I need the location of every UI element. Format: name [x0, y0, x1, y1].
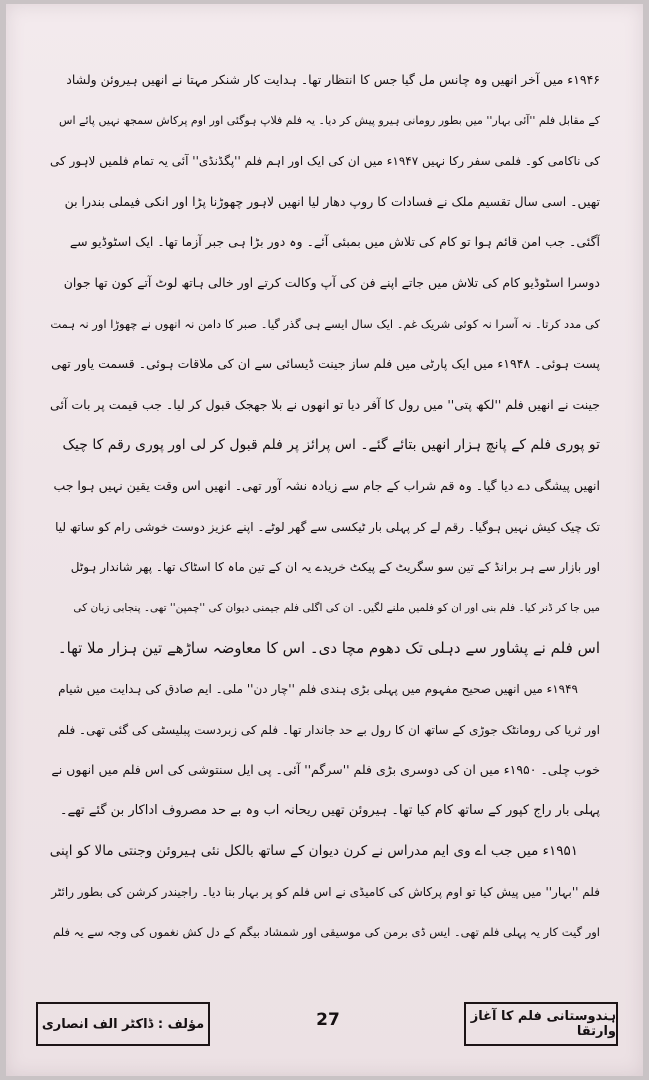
- body-line: پہلی بار راج کپور کے ساتھ کام کیا تھا۔ ہیروئن تھیں ریحانہ اب وہ بے حد مصروف اداکار بن گئے تھے۔: [59, 802, 600, 818]
- body-line: انھیں پیشگی دے دیا گیا۔ وہ قم شراب کے جام سے زیادہ نشہ آور تھی۔ انھیں اس وقت یقین نہیں ہوا جب: [53, 477, 600, 493]
- body-line: تک چیک کیش نہیں ہوگیا۔ رقم لے کر پہلی بار ٹیکسی سے گھر لوٹے۔ اپنے عزیز دوست خوشی رام کو ساتھ لیا: [55, 519, 600, 534]
- body-line: تھیں۔ اسی سال تقسیم ملک نے فسادات کا روپ دھار لیا انھیں لاہور چھوڑنا پڑا اور انکی فیملی بندرا بن: [64, 193, 600, 209]
- body-line: اور گیت کار یہ پہلی فلم تھی۔ ایس ڈی برمن کی موسیقی اور شمشاد بیگم کے دل کش نغموں کی وجہ سے یہ فلم: [53, 925, 600, 940]
- body-line: دوسرا اسٹوڈیو کام کی تلاش میں جاتے اپنے فن کی آپ وکالت کرتے اور خالی ہاتھ لوٹ آتے کون تھا جوان: [63, 274, 600, 290]
- book-page: [6, 4, 643, 1076]
- book-title-box: [464, 1002, 618, 1046]
- body-line: آگئی۔ جب امن قائم ہوا تو کام کی تلاش میں بمبئی آئے۔ وہ دور بڑا ہی جبر آزما تھا۔ ایک اسٹوڈیو سے: [69, 234, 600, 250]
- body-line: پست ہوئی۔ ۱۹۴۸ء میں ایک پارٹی میں فلم ساز جینت ڈیسائی سے ان کی ملاقات ہوئی۔ قسمت یاور تھی: [51, 356, 600, 372]
- body-text: [50, 60, 600, 953]
- author-credit: مؤلف : ڈاکٹر الف انصاری: [41, 1016, 205, 1032]
- body-line: ۱۹۴۹ء میں انھیں صحیح مفہوم میں پہلی بڑی ہندی فلم ''چار دن'' ملی۔ ایم صادق کی ہدایت میں شیام: [58, 681, 578, 696]
- body-line: کی ناکامی کو۔ فلمی سفر رکا نہیں ۱۹۴۷ء میں ان کی ایک اور اہم فلم ''پگڈنڈی'' آئی یہ تمام فلمیں لاہور کی: [50, 154, 600, 169]
- body-line: تو پوری فلم کے پانچ ہزار انھیں بتائے گئے۔ اس پرائز پر فلم قبول کر لی اور پوری رقم کا چیک: [62, 437, 600, 454]
- author-box: [36, 1002, 210, 1046]
- page-footer: [36, 1002, 618, 1050]
- body-line: کی مدد کرتا۔ نہ آسرا نہ کوئی شریک غم۔ ایک سال ایسے ہی گذر گیا۔ صبر کا دامن نہ انھوں نے چھوڑا اور نہ ہمت: [50, 316, 600, 331]
- body-line: اور ثریا کی رومانٹک جوڑی کے ساتھ ان کا رول بے حد جاندار تھا۔ فلم کی زبردست پبلیسٹی کی گئی تھی۔ فلم: [57, 722, 600, 737]
- body-line: کے مقابل فلم ''آئی بہار'' میں بطور رومانی ہیرو پیش کر دیا۔ یہ فلم فلاپ ہوگئی اور اوم پرکاش سمجھ نہیں پائے اس: [59, 113, 600, 127]
- body-line: اس فلم نے پشاور سے دہلی تک دھوم مچا دی۔ اس کا معاوضہ ساڑھے تین ہزار ملا تھا۔: [57, 639, 600, 658]
- body-line: میں جا کر ڈنر کیا۔ فلم بنی اور ان کو فلمیں ملنے لگیں۔ ان کی اگلی فلم جیمنی دیوان کی ''چمپن'' تھی۔ پنجابی زبان کی: [73, 601, 600, 614]
- body-line: خوب چلی۔ ۱۹۵۰ء میں ان کی دوسری بڑی فلم ''سرگم'' آئی۔ پی ایل سنتوشی کی اس فلم میں انھوں نے: [51, 762, 600, 778]
- body-line: فلم ''بہار'' میں پیش کیا تو اوم پرکاش کی کامیڈی نے اس فلم کو پر بہار بنا دیا۔ راجیندر کرشن کی بطور رائٹر: [51, 884, 600, 899]
- page-number: 27: [316, 1010, 340, 1030]
- body-line: ۱۹۵۱ء میں جب اے وی ایم مدراس نے کرن دیوان کے ساتھ بالکل نئی ہیروئن وجنتی مالا کو اپنی: [50, 843, 578, 860]
- body-line: ۱۹۴۶ء میں آخر انھیں وہ چانس مل گیا جس کا انتظار تھا۔ ہدایت کار شنکر مہتا نے انھیں ہیروئن ولشاد: [66, 72, 600, 87]
- body-line: جینت نے انھیں فلم ''لکھ پتی'' میں رول کا آفر دیا تو انھوں نے بلا جھجک قبول کر لیا۔ جب قیمت پر بات آئی: [50, 396, 600, 412]
- book-title: ہندوستانی فلم کا آغاز وارتقا: [470, 1009, 616, 1039]
- body-line: اور بازار سے ہر برانڈ کے تین سو سگریٹ کے پیکٹ خریدے یہ ان کے تین ماہ کا اسٹاک تھا۔ پھر شاندار ہوٹل: [70, 560, 600, 575]
